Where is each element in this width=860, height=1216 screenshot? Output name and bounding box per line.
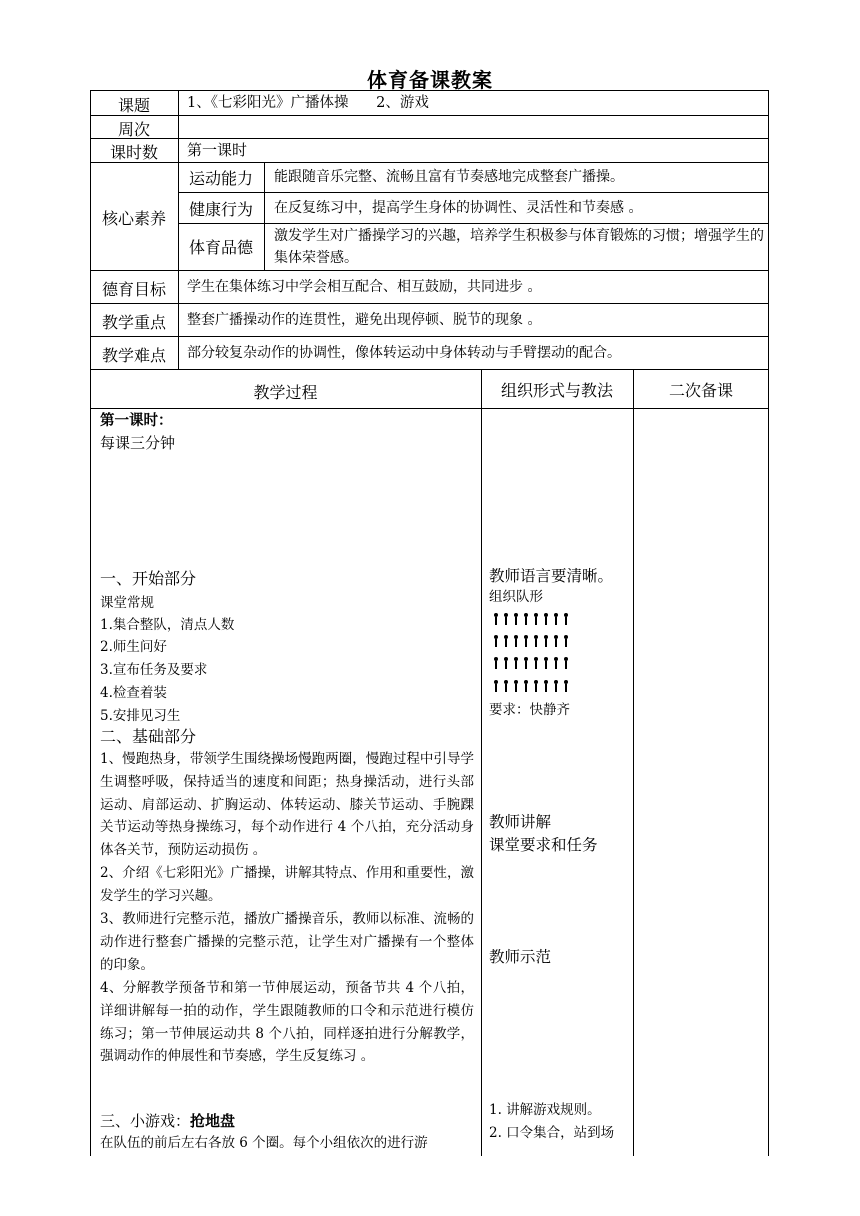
method-note: 要求：快静齐 [489, 702, 570, 718]
first-lesson-heading: 第一课时： [100, 412, 173, 429]
method-note: 教师示范 [489, 948, 552, 966]
part1-item: 1.集合整队，清点人数 [100, 617, 235, 633]
student-figure-icon [533, 657, 539, 669]
part2-paragraph: 3、教师进行完整示范，播放广播操音乐，教师以标准、流畅的动作进行整套广播操的完整示范，让学生对广播操有一个整体的印象。 [100, 911, 474, 973]
core-item-label: 运动能力 [188, 169, 253, 188]
column-second: 二次备课 [668, 381, 733, 400]
part2-paragraph: 2、介绍《七彩阳光》广播操，讲解其特点、作用和重要性，激发学生的学习兴趣。 [100, 865, 474, 904]
lesson-value: 第一课时 [187, 141, 248, 159]
student-figure-icon [533, 613, 539, 625]
part1-item: 5.安排见习生 [100, 708, 181, 724]
student-figure-icon [543, 635, 549, 647]
student-figure-icon [543, 680, 549, 692]
student-figure-icon [533, 680, 539, 692]
goal-text: 整套广播操动作的连贯性，避免出现停顿、脱节的现象 。 [187, 312, 542, 328]
topic-value: 1、《七彩阳光》广播体操 2、游戏 [187, 95, 429, 111]
part1-subtitle: 课堂常规 [100, 595, 154, 611]
student-figure-icon [513, 635, 519, 647]
week-label: 周次 [117, 120, 150, 139]
student-figure-icon [523, 680, 529, 692]
column-process: 教学过程 [253, 383, 318, 402]
method-note: 教师讲解 [489, 813, 552, 831]
student-figure-icon [513, 613, 519, 625]
column-method: 组织形式与教法 [500, 381, 613, 400]
student-figure-icon [543, 613, 549, 625]
page-title: 体育备课教案 [367, 68, 493, 92]
three-minute-label: 每课三分钟 [100, 434, 176, 452]
core-item-text: 在反复练习中，提高学生身体的协调性、灵活性和节奏感 。 [274, 200, 643, 216]
student-figure-icon [503, 680, 509, 692]
formation-row [493, 635, 569, 647]
part3-game-name: 抢地盘 [190, 1112, 236, 1130]
method-note: 组织队形 [489, 589, 543, 605]
method-note: 1. 讲解游戏规则。 [489, 1102, 601, 1118]
formation-row [493, 680, 569, 692]
topic-label: 课题 [117, 96, 150, 115]
goal-text: 学生在集体练习中学会相互配合、相互鼓励，共同进步 。 [187, 279, 542, 295]
student-figure-icon [563, 680, 569, 692]
student-figure-icon [503, 613, 509, 625]
formation-row [493, 657, 569, 669]
goal-label: 教学难点 [101, 346, 166, 365]
part3-title-text: 三、小游戏： [100, 1112, 191, 1130]
student-figure-icon [553, 680, 559, 692]
student-figure-icon [493, 613, 499, 625]
part3-title [100, 1110, 235, 1132]
part1-item: 3.宣布任务及要求 [100, 662, 208, 678]
method-note: 教师语言要清晰。 [489, 567, 614, 585]
student-figure-icon [523, 657, 529, 669]
goal-text: 部分较复杂动作的协调性，像体转运动中身体转动与手臂摆动的配合。 [187, 345, 621, 361]
student-figure-icon [523, 613, 529, 625]
student-figure-icon [553, 613, 559, 625]
student-figure-icon [493, 635, 499, 647]
core-item-text: 激发学生对广播操学习的兴趣，培养学生积极参与体育锻炼的习惯；增强学生的集体荣誉感。 [274, 228, 764, 266]
part1-item: 4.检查着装 [100, 685, 167, 701]
part2-paragraph: 1、慢跑热身，带领学生围绕操场慢跑两圈，慢跑过程中引导学生调整呼吸，保持适当的速度和间距；热身操活动，进行头部运动、肩部运动、扩胸运动、体转运动、膝关节运动、手腕踝关节运动等热身操练习，每个动作进行 4 个八拍，充分活动身体各关节，预防运动损伤 。 [100, 751, 474, 859]
student-figure-icon [563, 657, 569, 669]
student-figure-icon [523, 635, 529, 647]
student-figure-icon [533, 635, 539, 647]
core-item-label: 体育品德 [188, 238, 253, 257]
student-figure-icon [503, 635, 509, 647]
student-figure-icon [553, 635, 559, 647]
method-note: 2. 口令集合，站到场 [489, 1125, 615, 1141]
method-note: 课堂要求和任务 [489, 836, 598, 854]
student-figure-icon [513, 657, 519, 669]
lesson-label: 课时数 [109, 143, 158, 162]
student-figure-icon [553, 657, 559, 669]
student-figure-icon [503, 657, 509, 669]
part3-text: 在队伍的前后左右各放 6 个圈。每个小组依次的进行游 [100, 1135, 428, 1151]
student-figure-icon [493, 657, 499, 669]
core-label: 核心素养 [101, 209, 166, 228]
student-figure-icon [543, 657, 549, 669]
student-figure-icon [493, 680, 499, 692]
part2-title: 二、基础部分 [100, 727, 197, 746]
goal-label: 教学重点 [101, 313, 166, 332]
part2-paragraph: 4、分解教学预备节和第一节伸展运动，预备节共 4 个八拍，详细讲解每一拍的动作，学生跟随教师的口令和示范进行模仿练习；第一节伸展运动共 8 个八拍，同样逐拍进行分解教学，强调动作的伸展性和节奏感，学生反复练习 。 [100, 980, 474, 1065]
core-item-label: 健康行为 [188, 200, 253, 219]
student-figure-icon [563, 613, 569, 625]
student-figure-icon [563, 635, 569, 647]
goal-label: 德育目标 [101, 280, 166, 299]
part1-item: 2.师生问好 [100, 639, 167, 655]
formation-row [493, 613, 569, 625]
core-item-text: 能跟随音乐完整、流畅且富有节奏感地完成整套广播操。 [274, 169, 624, 185]
student-figure-icon [513, 680, 519, 692]
part1-title: 一、开始部分 [100, 569, 197, 588]
